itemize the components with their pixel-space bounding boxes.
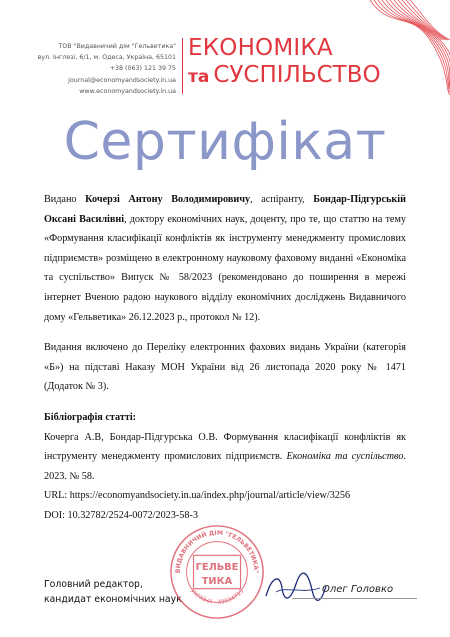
publisher-info [20,41,176,97]
bibliography-journal: Економіка та суспільство. [286,451,406,463]
journal-logo-line2 [188,62,381,91]
bibliography-heading: Бібліографія статті: [44,411,137,423]
certificate-body [44,190,406,526]
journal-logo-conj: та [188,67,210,87]
publisher-address: вул. Інглезі, 6/1, м. Одеса, Україна, 65101 [37,54,176,62]
article-url: URL: https://economyandsociety.in.ua/index.php/journal/article/view/3256 [44,490,351,502]
stamp-center-top: ГЕЛЬВЕ [195,562,239,574]
editor-degree: кандидат економічних наук [44,593,182,605]
svg-text:УКРАЇНА · 39934715 [189,588,246,606]
journal-logo [188,35,381,91]
bibliography-issue: 2023. № 58. [44,470,95,482]
publisher-stamp [168,523,266,621]
certificate-title: Сертифікат [63,112,387,172]
listing-statement: Видання включено до Переліку електронних фахових видань України (категорія «Б») на підставі Наказу МОН України від 26 листопада 2020 року № 1471 (Додаток № 3). [44,342,406,393]
statement-text: , аспіранту, [250,194,314,205]
stamp-center-bottom: ТИКА [201,575,233,587]
statement-text: , доктору економічних наук, доценту, про те, що статтю на тему «Формування класифікації конфліктів як інструменту менеджменту промислових підприємств» розміщено в електронному науковому фаховому виданні «Економіка та суспільство» Випуск № 58/2023 (рекомендовано до поширення в мережі інтернет Вченою радою наукового відділу економічних досліджень Видавничого дому «Гельветика» 26.12.2023 р., протокол № 12). [44,213,406,323]
bibliography-entry [44,428,406,487]
stamp-ring-text: ВИДАВНИЧИЙ ДІМ "ГЕЛЬВЕТИКА" [174,529,260,574]
journal-logo-word2: СУСПІЛЬСТВО [213,62,381,88]
certificate-statement [44,190,406,327]
statement-text: Видано [44,194,86,205]
header-divider [182,38,183,94]
journal-logo-line1: ЕКОНОМІКА [188,35,333,61]
publisher-website: www.economyandsociety.in.ua [79,87,176,95]
editor-signature [262,566,328,606]
publisher-name: ТОВ "Видавничий дім "Гельветика" [58,43,176,50]
recipient-name: Бондар-Підгурській Оксані Василівні [44,194,406,225]
publisher-phone: +38 (063) 121 39 75 [109,65,176,73]
editor-title: Головний редактор, [44,579,143,590]
signature-line [292,598,417,599]
stamp-bottom-text: УКРАЇНА · 39934715 [188,588,246,607]
editor-credentials [44,578,182,607]
signer-name: Олег Головко [322,584,394,595]
bibliography-authors-title: Кочерга А.В, Бондар-Підгурська О.В. Формування класифікації конфліктів як інструменту менеджменту промислових підприємств. [44,431,406,463]
recipient-name: Кочерзі Антону Володимировичу [85,194,251,205]
publisher-email: journal@economyandsociety.in.ua [68,76,176,84]
article-doi: DOI: 10.32782/2524-0072/2023-58-3 [44,509,198,521]
